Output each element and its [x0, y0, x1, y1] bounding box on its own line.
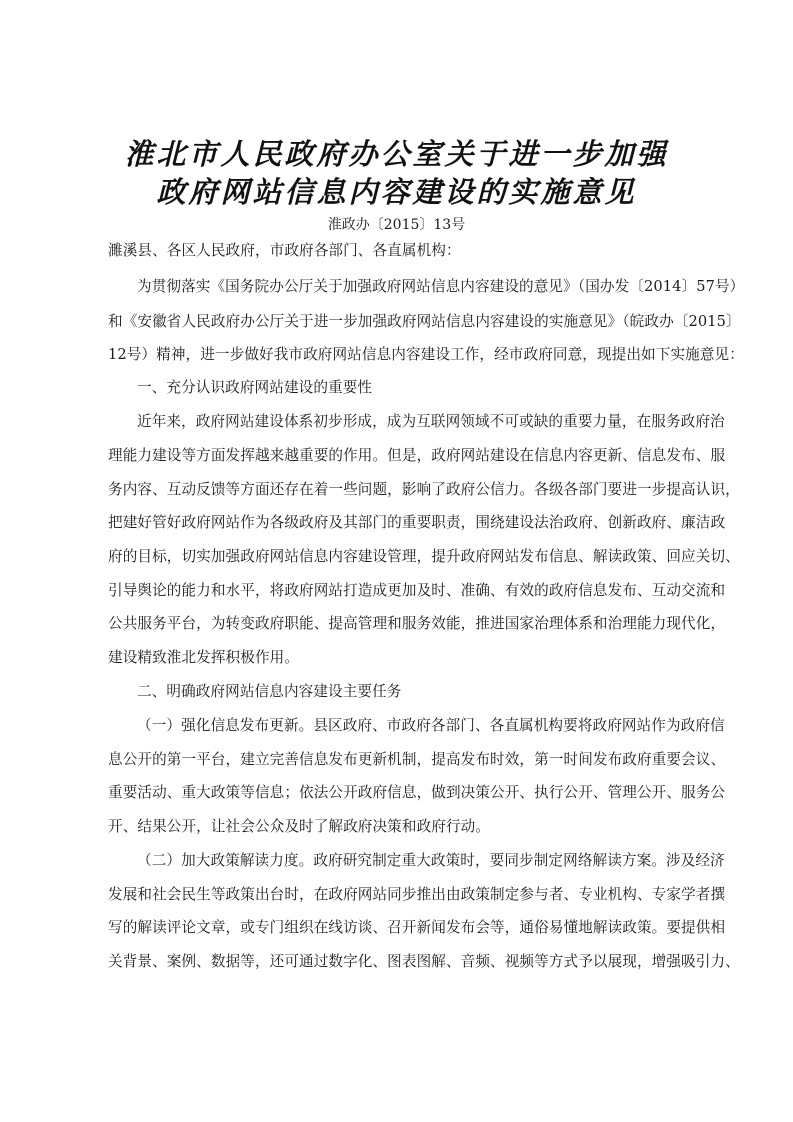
- paragraph-line: 引导舆论的能力和水平，将政府网站打造成更加及时、准确、有效的政府信息发布、互动交流和: [108, 582, 726, 599]
- paragraph-line: 写的解读评论文章，或专门组织在线访谈、召开新闻发布会等，通俗易懂地解读政策。要提供相: [108, 919, 726, 936]
- paragraph-line: 公共服务平台，为转变政府职能、提高管理和服务效能，推进国家治理体系和治理能力现代化，: [108, 615, 726, 632]
- document-title-line-1: 淮北市人民政府办公室关于进一步加强: [124, 137, 669, 171]
- paragraph-line: （二）加大政策解读力度。政府研究制定重大政策时，要同步制定网络解读方案。涉及经济: [137, 852, 725, 869]
- intro-line: 为贯彻落实《国务院办公厅关于加强政府网站信息内容建设的意见》（国办发〔2014〕57号）: [137, 278, 745, 295]
- intro-line: 和《安徽省人民政府办公厅关于进一步加强政府网站信息内容建设的实施意见》（皖政办〔2015〕: [108, 313, 741, 330]
- paragraph-line: 理能力建设等方面发挥越来越重要的作用。但是，政府网站建设在信息内容更新、信息发布、服: [108, 447, 726, 464]
- paragraph-line: 务内容、互动反馈等方面还存在着一些问题，影响了政府公信力。各级各部门要进一步提高认识，: [108, 481, 740, 498]
- paragraph-line: 把建好管好政府网站作为各级政府及其部门的重要职责，围绕建设法治政府、创新政府、廉洁政: [108, 514, 726, 531]
- paragraph-line: 重要活动、重大政策等信息；依法公开政府信息，做到决策公开、执行公开、管理公开、服务公: [108, 784, 726, 801]
- paragraph-line: 息公开的第一平台，建立完善信息发布更新机制，提高发布时效，第一时间发布政府重要会议、: [108, 751, 726, 768]
- section-heading-1: 一、充分认识政府网站建设的重要性: [137, 379, 373, 396]
- paragraph-line: 开、结果公开，让社会公众及时了解政府决策和政府行动。: [108, 818, 491, 835]
- paragraph-line: 建设精致淮北发挥积极作用。: [108, 649, 300, 666]
- paragraph-line: 近年来，政府网站建设体系初步形成，成为互联网领域不可或缺的重要力量，在服务政府治: [137, 413, 725, 430]
- paragraph-line: 发展和社会民生等政策出台时，在政府网站同步推出由政策制定参与者、专业机构、专家学者撰: [108, 886, 726, 903]
- document-number: 淮政办〔2015〕13号: [327, 217, 466, 233]
- document-title-line-2: 政府网站信息内容建设的实施意见: [156, 175, 637, 209]
- paragraph-line: 关背景、案例、数据等，还可通过数字化、图表图解、音频、视频等方式予以展现，增强吸引力、: [108, 953, 740, 970]
- addressee: 濉溪县、各区人民政府，市政府各部门、各直属机构：: [108, 242, 461, 259]
- paragraph-line: （一）强化信息发布更新。县区政府、市政府各部门、各直属机构要将政府网站作为政府信: [137, 717, 725, 734]
- intro-line: 12号）精神，进一步做好我市政府网站信息内容建设工作，经市政府同意，现提出如下实施意见：: [108, 346, 744, 363]
- paragraph-line: 府的目标，切实加强政府网站信息内容建设管理，提升政府网站发布信息、解读政策、回应关切、: [108, 548, 740, 565]
- section-heading-2: 二、明确政府网站信息内容建设主要任务: [137, 683, 402, 700]
